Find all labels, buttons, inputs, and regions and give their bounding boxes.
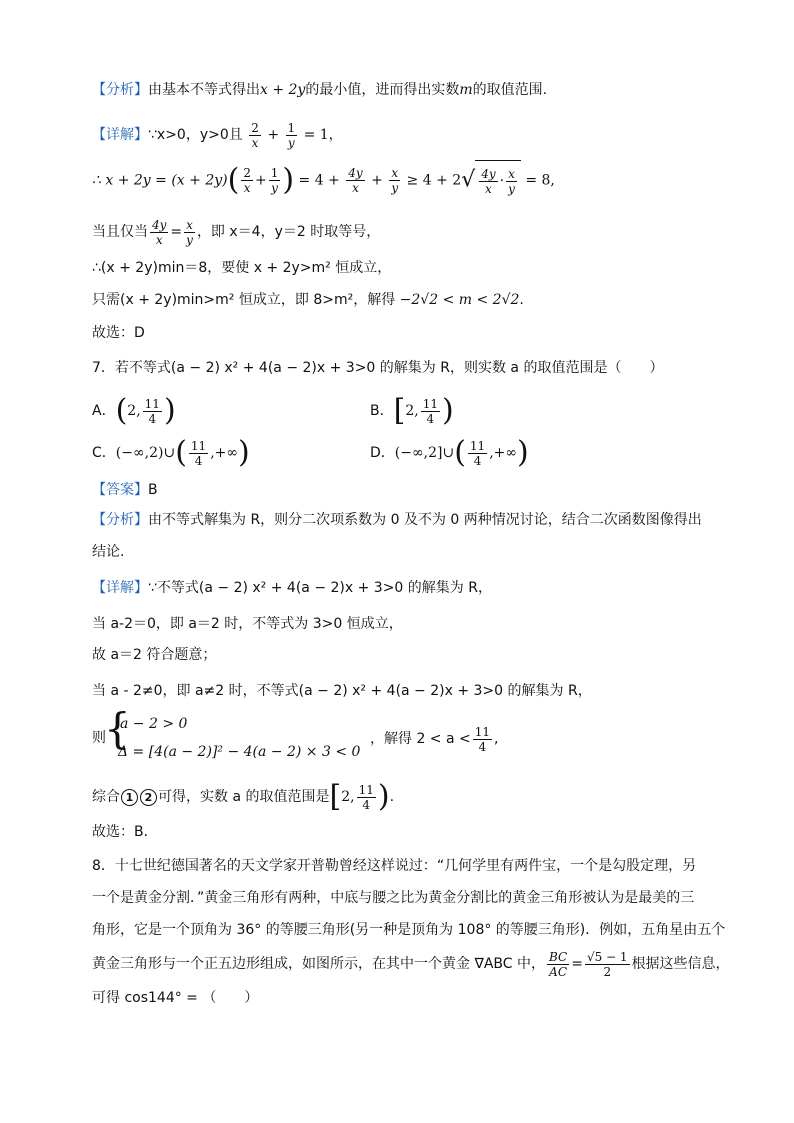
need-end: .: [519, 292, 524, 308]
q7-then-label: 则: [92, 730, 106, 746]
fraction: [286, 121, 298, 150]
q7-answer-final: 故选：B．: [92, 824, 158, 840]
q6-equation: ∴ x + 2y = (x + 2y)( $\frac{2}{x}$ + $\frac{1}{y}$ ) = 4 + $\frac{4y}{x}$ + $\frac{x}{y}$ ≥ 4 + 2√ $\frac{4y}{x}$ · $\frac{x}{y}$ = 8,: [92, 160, 555, 201]
paren: (: [115, 393, 128, 428]
detail-text: ∵不等式(a − 2) x² + 4(a − 2)x + 3>0 的解集为 R，: [148, 580, 492, 596]
q7-sys-line1: a − 2 > 0: [120, 716, 188, 732]
q7-combine-line: 综合 1 2 可得，实数 a 的取值范围是[2, $\frac{11}{4}$ ).: [92, 779, 395, 814]
circled-two: 2: [140, 789, 157, 806]
analysis-text: 由基本不等式得出: [148, 82, 260, 98]
equality-text: 当且仅当: [92, 224, 148, 240]
frac-den: 4: [148, 411, 157, 426]
q6-detail-line: 【详解】∵x>0，y>0且 $\frac{2}{x}$ + $\frac{1}{y}$ = 1，: [92, 120, 343, 150]
q7-case1-line1: 当 a-2＝0，即 a＝2 时，不等式为 3>0 恒成立，: [92, 616, 403, 632]
analysis-tag: 【分析】: [92, 82, 148, 98]
q7-case1-line2: 故 a＝2 符合题意；: [92, 647, 217, 663]
option-label: B．: [370, 403, 394, 419]
frac-den: y: [391, 181, 399, 195]
option-val: ,+∞: [210, 445, 239, 461]
option-val: 2,: [405, 403, 419, 419]
q7-detail-line: [92, 578, 492, 598]
frac-den: 2: [603, 964, 612, 979]
combine-text: 综合: [92, 789, 120, 805]
option-val: (−∞,2]∪: [394, 445, 455, 461]
frac-den: x: [352, 181, 359, 195]
paren: ): [163, 393, 176, 428]
q6-equality-line: 当且仅当 $\frac{4y}{x}$ = $\frac{x}{y}$ ，即 x＝4，y＝2 时取等号，: [92, 217, 381, 247]
q7-answer-line: [92, 480, 158, 500]
detail-tag: 【详解】: [92, 580, 148, 596]
frac-num: x: [391, 166, 399, 180]
q6-min-line: ∴(x + 2y)min＝8，要使 x + 2y>m² 恒成立，: [92, 260, 392, 276]
frac-num: 11: [144, 396, 160, 411]
equality-text: ，即 x＝4，y＝2 时取等号，: [196, 224, 381, 240]
q8-text: 根据这些信息，: [631, 956, 730, 972]
q7-case2-line1: 当 a - 2≠0，即 a≠2 时，不等式(a − 2) x² + 4(a − 2)x + 3>0 的解集为 R，: [92, 683, 592, 699]
q8-line4: 黄金三角形与一个正五边形组成，如图所示，在其中一个黄金 ∇ABC 中， $\frac{BC}{AC}$ = $\frac{√5 - 1}{2}$ 根据这些信息，: [92, 949, 730, 979]
q7-option-d: D．(−∞,2]∪( $\frac{11}{4}$ ,+∞): [370, 435, 529, 470]
answer-value: B: [148, 482, 158, 498]
fraction: [249, 121, 261, 150]
q6-answer: 故选：D: [92, 325, 145, 341]
circled-one: 1: [121, 789, 138, 806]
fraction: [389, 166, 400, 195]
q8-line5: 可得 cos144° = （ ）: [92, 990, 259, 1006]
q7-analysis-line2: 结论.: [92, 544, 125, 560]
eq-mid: = 4 +: [298, 172, 340, 189]
need-expr: −2√2 < m < 2√2: [399, 292, 520, 308]
option-val: (−∞,2)∪: [115, 445, 176, 461]
system-brace: {: [104, 704, 131, 753]
detail-tag: 【详解】: [92, 127, 148, 143]
q7-analysis-line1: [92, 510, 702, 530]
q8-line2: 一个是黄金分割．”黄金三角形有两种，中底与腰之比为黄金分割比的黄金三角形被认为是最美的三: [92, 890, 695, 906]
eq-start: ∴ x + 2y = (x + 2y): [92, 172, 228, 189]
paren: ): [441, 393, 454, 428]
paren: [: [393, 393, 406, 428]
fraction: $\frac{1}{y}$: [270, 166, 279, 195]
fraction: $\frac{2}{x}$: [243, 166, 251, 195]
solve-end: ,: [494, 731, 499, 747]
q8-line3: 角形，它是一个顶角为 36° 的等腰三角形(另一种是顶角为 108° 的等腰三角形)．例如，五角星由五个: [92, 922, 726, 938]
detail-text: ∵x>0，y>0且: [148, 127, 243, 143]
frac-num: 1: [287, 120, 296, 135]
q7-option-c: C．(−∞,2)∪( $\frac{11}{4}$ ,+∞): [92, 435, 250, 470]
option-val: 2,: [127, 403, 141, 419]
option-label: D．: [370, 445, 395, 461]
frac-den: x: [251, 135, 259, 150]
analysis-text: 的取值范围.: [472, 82, 548, 98]
frac-den: AC: [549, 964, 568, 979]
expr: x + 2y: [260, 82, 306, 98]
frac-num: √5 − 1: [586, 949, 628, 964]
frac-num: 4y: [348, 166, 363, 180]
analysis-text: 由不等式解集为 R，则分二次项系数为 0 及不为 0 两种情况讨论，结合二次函数图像得出: [148, 512, 702, 528]
frac-den: y: [287, 135, 295, 150]
q7-sys-line2: Δ = [4(a − 2)]² − 4(a − 2) × 3 < 0: [118, 744, 361, 760]
combine-text: 可得，实数 a 的取值范围是: [158, 789, 330, 805]
q6-analysis-line: [92, 80, 547, 100]
q7-solve: ，解得 2 < a < $\frac{11}{4}$ ,: [370, 724, 499, 754]
q8-text: 黄金三角形与一个正五边形组成，如图所示，在其中一个黄金 ∇ABC 中，: [92, 956, 545, 972]
q7-option-b: B．[2, $\frac{11}{4}$ ): [370, 393, 454, 428]
sqrt-body: $\frac{4y}{x}$ · $\frac{x}{y}$: [475, 160, 521, 201]
answer-tag: 【答案】: [92, 482, 148, 498]
eq-end: = 8,: [525, 172, 555, 189]
option-label: A．: [92, 403, 116, 419]
frac-num: 2: [251, 120, 259, 135]
q6-need-line: [92, 290, 524, 310]
q7-option-a: [92, 393, 176, 428]
frac-num: BC: [548, 949, 568, 964]
option-label: C．: [92, 445, 116, 461]
option-val: ,+∞: [489, 445, 518, 461]
analysis-tag: 【分析】: [92, 512, 148, 528]
q7-stem: 7．若不等式(a − 2) x² + 4(a − 2)x + 3>0 的解集为 R，则实数 a 的取值范围是（ ）: [92, 360, 664, 376]
detail-text: = 1，: [303, 127, 343, 143]
var: m: [459, 82, 473, 98]
fraction: [346, 166, 364, 195]
combine-end: .: [389, 789, 395, 805]
analysis-text: 的最小值，进而得出实数: [305, 82, 460, 98]
eq-ge: ≥ 4 + 2: [406, 172, 462, 189]
need-text: 只需(x + 2y)min>m² 恒成立，即 8>m²，解得: [92, 292, 396, 308]
solve-text: ，解得 2 < a <: [370, 731, 471, 747]
q8-line1: 8．十七世纪德国著名的天文学家开普勒曾经这样说过：“几何学里有两件宝，一个是勾股定理，另: [92, 858, 697, 874]
plus: +: [371, 172, 383, 189]
